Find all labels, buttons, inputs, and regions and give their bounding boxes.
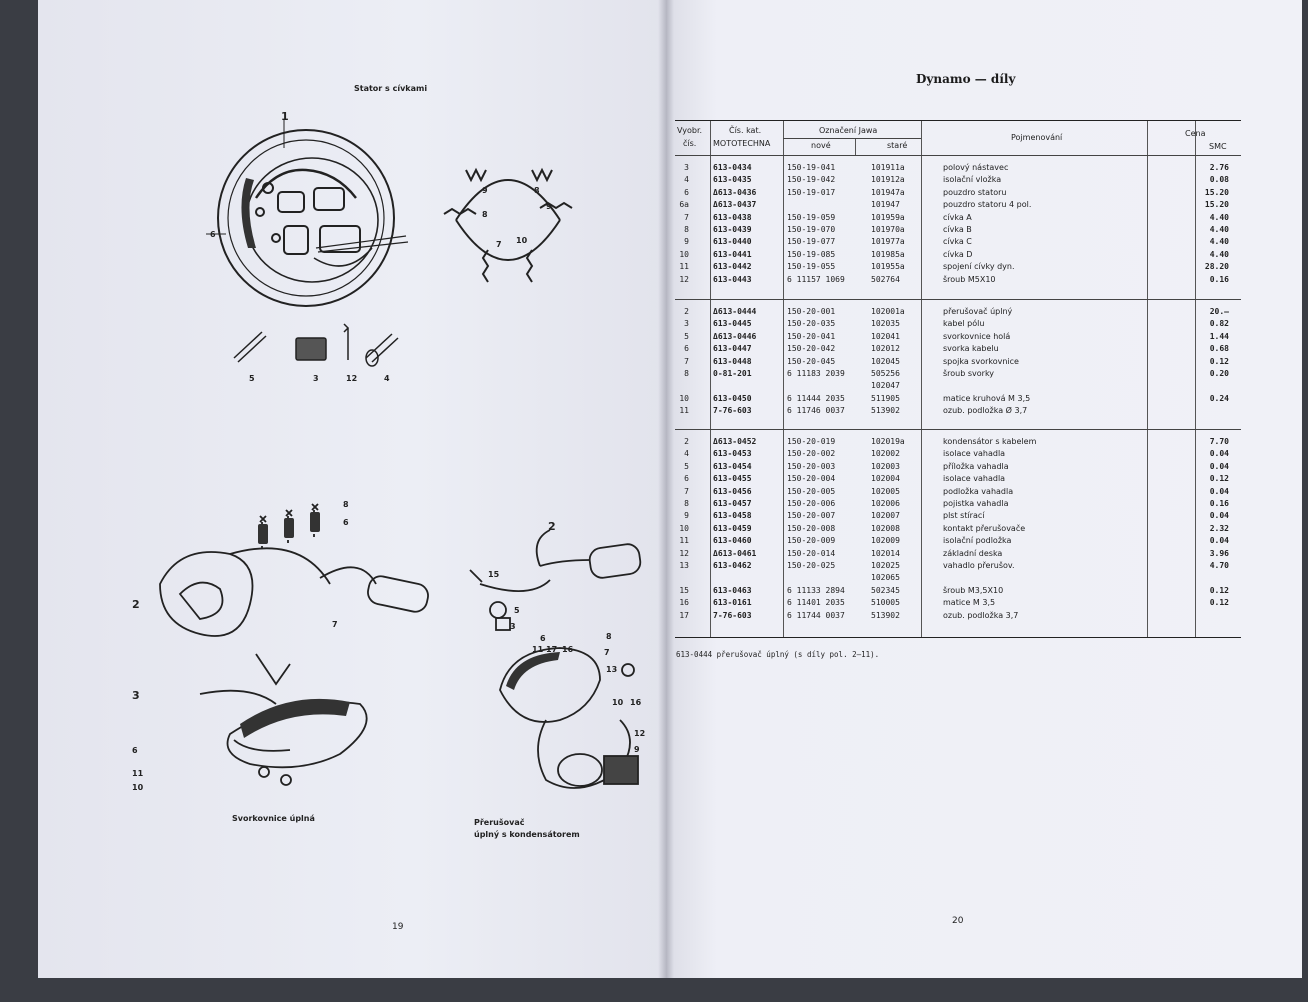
cell-price: 0.82 [1209,319,1229,329]
terminal-caption: Svorkovnice úplná [232,814,315,823]
callout-terminal-2: 2 [132,598,140,611]
cell-kat: 613-0442 [713,262,752,272]
cell-nove: 6 11157 1069 [787,274,845,284]
cell-kat: 613-0161 [713,598,752,608]
callout-coil-9b: 9 [546,202,552,211]
header-cena: Cena [1185,129,1206,138]
cell-price: 0.16 [1209,499,1229,508]
table-row [675,499,1241,511]
cell-name: ozub. podložka Ø 3,7 [943,406,1028,416]
header-smc: SMC [1209,142,1227,151]
callout-terminal-7: 7 [332,620,338,629]
cell-pos: 12 [679,274,689,284]
cell-nove: 150-19-085 [787,249,836,259]
callout-breaker-3: 3 [510,622,516,631]
cell-stare: 102047 [871,381,900,391]
cell-name: příložka vahadla [943,461,1009,471]
callout-breaker-5: 5 [514,606,520,615]
cell-pos: 13 [679,561,689,570]
table-row [675,462,1241,474]
cell-name: cívka D [943,249,973,259]
cell-nove: 150-20-001 [787,307,836,316]
table-row [675,536,1241,548]
table-row [675,598,1241,610]
cell-stare: 102004 [871,474,900,484]
cell-stare: 102019a [871,437,905,446]
cell-name: cívka C [943,237,972,247]
cell-name: šroub svorky [943,369,995,378]
cell-stare: 101912a [871,175,905,185]
cell-stare: 102006 [871,499,900,508]
cell-nove: 150-19-055 [787,262,836,272]
cell-nove: 150-20-042 [787,344,836,354]
callout-terminal-6a: 6 [343,518,349,527]
cell-kat: 613-0435 [713,175,752,185]
cell-stare: 101947 [871,200,900,210]
cell-stare: 502764 [871,274,900,284]
table-row [675,357,1241,369]
cell-kat: 613-0434 [713,163,752,172]
cell-nove: 6 11133 2894 [787,585,845,595]
cell-kat: Δ613-0436 [713,187,757,197]
cell-price: 28.20 [1204,262,1229,272]
cell-nove: 6 11401 2035 [787,598,845,608]
cell-nove: 6 11183 2039 [787,369,845,378]
cell-price: 0.12 [1209,598,1229,608]
cell-stare: 102025 [871,561,900,570]
table-row [675,611,1241,623]
callout-breaker-13: 13 [606,665,618,674]
cell-price: 0.04 [1209,511,1229,521]
cell-nove: 150-20-003 [787,461,836,471]
cell-kat: 613-0445 [713,319,752,329]
cell-stare: 102035 [871,319,900,329]
table-row [675,437,1241,449]
callout-breaker-9: 9 [634,745,640,754]
table-row [675,561,1241,573]
cell-nove: 150-20-041 [787,331,836,341]
cell-name: svorkovnice holá [943,331,1011,341]
cell-name: isolace vahadla [943,474,1006,484]
cell-kat: 613-0459 [713,523,752,533]
cell-kat: 613-0453 [713,449,752,459]
cell-pos: 6a [679,200,689,210]
callout-breaker-16b: 16 [630,698,642,707]
small-parts-drawing [226,318,406,378]
book-gutter [658,0,674,978]
callout-stator-1: 1 [281,110,289,123]
cell-name: spojení cívky dyn. [943,262,1015,272]
callout-breaker-12: 12 [634,729,646,738]
callout-breaker-2: 2 [548,520,556,533]
cell-kat: Δ613-0452 [713,437,757,446]
header-cis: čís. [683,139,697,148]
cell-nove: 150-20-002 [787,449,836,459]
terminal-block-drawing [140,494,440,804]
cell-price: 0.04 [1209,449,1229,459]
callout-terminal-6b: 6 [132,746,138,755]
cell-nove: 150-20-035 [787,319,836,329]
table-row [675,381,1241,393]
callout-breaker-16a: 16 [562,645,574,654]
cell-pos: 12 [679,548,689,558]
cell-price: 0.12 [1209,474,1229,484]
callout-coil-9a: 9 [482,186,488,195]
right-page-number: 20 [952,916,964,926]
left-page-number: 19 [392,922,404,932]
cell-kat: 613-0450 [713,393,752,403]
cell-name: vahadlo přerušov. [943,561,1015,570]
cell-pos: 11 [679,536,689,546]
cell-kat: 613-0462 [713,561,752,570]
cell-kat: 613-0458 [713,511,752,521]
callout-breaker-10: 10 [612,698,624,707]
cell-stare: 101947a [871,187,905,197]
table-row [675,511,1241,523]
page-title: Dynamo — díly [916,72,1016,86]
cell-pos: 8 [684,499,689,508]
cell-stare: 510005 [871,598,900,608]
cell-name: matice M 3,5 [943,598,996,608]
table-row [675,449,1241,461]
cell-name: kabel pólu [943,319,985,329]
header-nove: nové [811,141,831,150]
breaker-caption-line1: Přerušovač [474,818,525,827]
cell-nove: 150-20-045 [787,356,836,366]
cell-stare: 505256 [871,369,900,378]
table-footnote: 613-0444 přerušovač úplný (s díly pol. 2—11). [676,650,880,659]
cell-pos: 8 [684,225,689,234]
cell-stare: 513902 [871,610,900,620]
stator-caption: Stator s cívkami [354,84,428,93]
cell-price: 4.40 [1209,225,1229,234]
cell-nove: 150-20-005 [787,486,836,496]
callout-part-4: 4 [384,374,390,383]
table-row [675,369,1241,381]
cell-price: 0.12 [1209,585,1229,595]
cell-nove: 150-19-077 [787,237,836,247]
cell-name: isolační vložka [943,175,1002,185]
cell-pos: 10 [679,393,689,403]
callout-terminal-8: 8 [343,500,349,509]
cell-name: plst stírací [943,511,985,521]
table-row [675,474,1241,486]
cell-stare: 101955a [871,262,905,272]
cell-pos: 9 [684,511,689,521]
cell-stare: 102007 [871,511,900,521]
table-row [675,225,1241,237]
callout-breaker-6: 6 [540,634,546,643]
cell-kat: 613-0443 [713,274,752,284]
cell-name: pojistka vahadla [943,499,1009,508]
table-row [675,237,1241,249]
cell-name: cívka A [943,212,972,222]
cell-price: 4.40 [1209,249,1229,259]
callout-terminal-11: 11 [132,769,144,778]
cell-kat: 613-0440 [713,237,752,247]
cell-pos: 4 [684,449,689,459]
callout-breaker-17: 17 [546,645,558,654]
callout-part-3: 3 [313,374,319,383]
cell-stare: 502345 [871,585,900,595]
cell-price: 0.20 [1209,369,1229,378]
cell-stare: 101911a [871,163,905,172]
cell-name: přerušovač úplný [943,307,1013,316]
table-row [675,275,1241,287]
cell-kat: Δ613-0461 [713,548,757,558]
cell-pos: 3 [684,163,689,172]
table-row [675,573,1241,585]
parts-table [675,120,1241,638]
cell-name: cívka B [943,225,972,234]
header-pojmenovani: Pojmenování [1011,133,1063,142]
cell-kat: 7-76-603 [713,610,752,620]
cell-name: matice kruhová M 3,5 [943,393,1031,403]
cell-nove: 6 11444 2035 [787,393,845,403]
cell-nove: 150-19-042 [787,175,836,185]
cell-pos: 7 [684,212,689,222]
header-stare: staré [887,141,908,150]
table-row [675,394,1241,406]
cell-nove: 6 11744 0037 [787,610,845,620]
cell-kat: 7-76-603 [713,406,752,416]
table-row [675,250,1241,262]
cell-stare: 101977a [871,237,905,247]
cell-stare: 102008 [871,523,900,533]
cell-name: pouzdro statoru 4 pol. [943,200,1032,210]
cell-pos: 11 [679,262,689,272]
table-row [675,307,1241,319]
cell-price: 0.08 [1209,175,1229,185]
cell-kat: 613-0448 [713,356,752,366]
cell-name: šroub M5X10 [943,274,996,284]
cell-nove: 150-20-007 [787,511,836,521]
table-row [675,262,1241,274]
group-separator [675,429,1241,430]
cell-nove: 150-19-059 [787,212,836,222]
callout-coil-10: 10 [516,236,528,245]
cell-price: 0.04 [1209,486,1229,496]
cell-price: 20.— [1209,307,1229,316]
cell-stare: 102009 [871,536,900,546]
cell-pos: 2 [684,437,689,446]
callout-breaker-11: 11 [532,645,544,654]
callout-coil-8a: 8 [534,186,540,195]
cell-pos: 16 [679,598,689,608]
cell-price: 7.70 [1209,437,1229,446]
callout-breaker-15: 15 [488,570,500,579]
cell-stare: 102002 [871,449,900,459]
cell-name: kontakt přerušovače [943,523,1026,533]
cell-kat: 613-0439 [713,225,752,234]
callout-coil-8b: 8 [482,210,488,219]
cell-stare: 102041 [871,331,900,341]
header-cis-kat: Čís. kat. [729,126,762,135]
table-row [675,549,1241,561]
cell-stare: 101985a [871,249,905,259]
cell-name: spojka svorkovnice [943,356,1019,366]
cell-kat: 613-0447 [713,344,752,354]
cell-nove: 150-19-017 [787,187,836,197]
coils-schematic [436,150,580,290]
group-separator [675,299,1241,300]
header-vyobr: Vyobr. [677,126,703,135]
cell-pos: 8 [684,369,689,378]
cell-nove: 6 11746 0037 [787,406,845,416]
stator-drawing [196,108,416,308]
callout-terminal-10: 10 [132,783,144,792]
cell-kat: 613-0456 [713,486,752,496]
cell-pos: 17 [679,610,689,620]
cell-name: isolace vahadla [943,449,1006,459]
table-row [675,213,1241,225]
cell-price: 0.04 [1209,461,1229,471]
cell-nove: 150-20-008 [787,523,836,533]
cell-stare: 102045 [871,356,900,366]
callout-part-5: 5 [249,374,255,383]
cell-price: 1.44 [1209,331,1229,341]
callout-terminal-3: 3 [132,689,140,702]
cell-pos: 6 [684,344,689,354]
cell-pos: 9 [684,237,689,247]
cell-nove: 150-20-006 [787,499,836,508]
cell-nove: 150-19-041 [787,163,836,172]
cell-nove: 150-20-009 [787,536,836,546]
cell-kat: Δ613-0446 [713,331,757,341]
table-row [675,175,1241,187]
cell-name: podložka vahadla [943,486,1014,496]
cell-stare: 102003 [871,461,900,471]
cell-stare: 101959a [871,212,905,222]
cell-kat: 613-0460 [713,536,752,546]
callout-breaker-8: 8 [606,632,612,641]
cell-stare: 511905 [871,393,900,403]
table-row [675,332,1241,344]
table-row [675,319,1241,331]
cell-price: 0.68 [1209,344,1229,354]
cell-stare: 102005 [871,486,900,496]
cell-name: pouzdro statoru [943,187,1007,197]
cell-price: 4.70 [1209,561,1229,570]
cell-pos: 7 [684,356,689,366]
cell-name: ozub. podložka 3,7 [943,610,1019,620]
cell-stare: 513902 [871,406,900,416]
cell-pos: 3 [684,319,689,329]
callout-breaker-7: 7 [604,648,610,657]
cell-kat: 613-0454 [713,461,752,471]
cell-kat: Δ613-0444 [713,307,757,316]
cell-price: 0.16 [1209,274,1229,284]
cell-stare: 101970a [871,225,905,234]
cell-pos: 15 [679,585,689,595]
cell-name: isolační podložka [943,536,1012,546]
table-row [675,344,1241,356]
cell-kat: 613-0455 [713,474,752,484]
cell-kat: Δ613-0437 [713,200,757,210]
cell-pos: 6 [684,187,689,197]
cell-nove: 150-20-019 [787,437,836,446]
cell-kat: 0-81-201 [713,369,752,378]
cell-price: 4.40 [1209,212,1229,222]
table-row [675,188,1241,200]
header-mototechna: MOTOTECHNA [713,139,771,148]
table-row [675,163,1241,175]
cell-nove: 150-20-025 [787,561,836,570]
cell-pos: 5 [684,331,689,341]
table-row [675,487,1241,499]
cell-kat: 613-0438 [713,212,752,222]
cell-stare: 102014 [871,548,900,558]
cell-pos: 6 [684,474,689,484]
cell-name: svorka kabelu [943,344,999,354]
cell-price: 4.40 [1209,237,1229,247]
callout-part-12: 12 [346,374,358,383]
cell-price: 3.96 [1209,548,1229,558]
cell-price: 2.32 [1209,523,1229,533]
cell-price: 2.76 [1209,163,1229,172]
callout-stator-6: 6 [210,230,216,239]
cell-stare: 102001a [871,307,905,316]
table-row [675,406,1241,418]
cell-kat: 613-0463 [713,585,752,595]
cell-name: polový nástavec [943,163,1009,172]
cell-pos: 7 [684,486,689,496]
table-row [675,200,1241,212]
cell-kat: 613-0457 [713,499,752,508]
table-row [675,524,1241,536]
cell-pos: 10 [679,249,689,259]
cell-name: kondensátor s kabelem [943,437,1037,446]
cell-price: 0.12 [1209,356,1229,366]
cell-nove: 150-19-070 [787,225,836,234]
header-oznaceni: Označení Jawa [819,126,878,135]
cell-price: 0.04 [1209,536,1229,546]
cell-pos: 10 [679,523,689,533]
breaker-caption-line2: úplný s kondensátorem [474,830,580,839]
cell-stare: 102012 [871,344,900,354]
cell-name: základní deska [943,548,1003,558]
cell-pos: 11 [679,406,689,416]
table-row [675,586,1241,598]
breaker-drawing [450,520,650,810]
cell-pos: 4 [684,175,689,185]
cell-pos: 5 [684,461,689,471]
cell-nove: 150-20-004 [787,474,836,484]
cell-price: 0.24 [1209,393,1229,403]
cell-pos: 2 [684,307,689,316]
cell-kat: 613-0441 [713,249,752,259]
cell-price: 15.20 [1204,200,1229,210]
callout-coil-7: 7 [496,240,502,249]
cell-stare: 102065 [871,573,900,583]
cell-name: šroub M3,5X10 [943,585,1004,595]
cell-price: 15.20 [1204,187,1229,197]
cell-nove: 150-20-014 [787,548,836,558]
